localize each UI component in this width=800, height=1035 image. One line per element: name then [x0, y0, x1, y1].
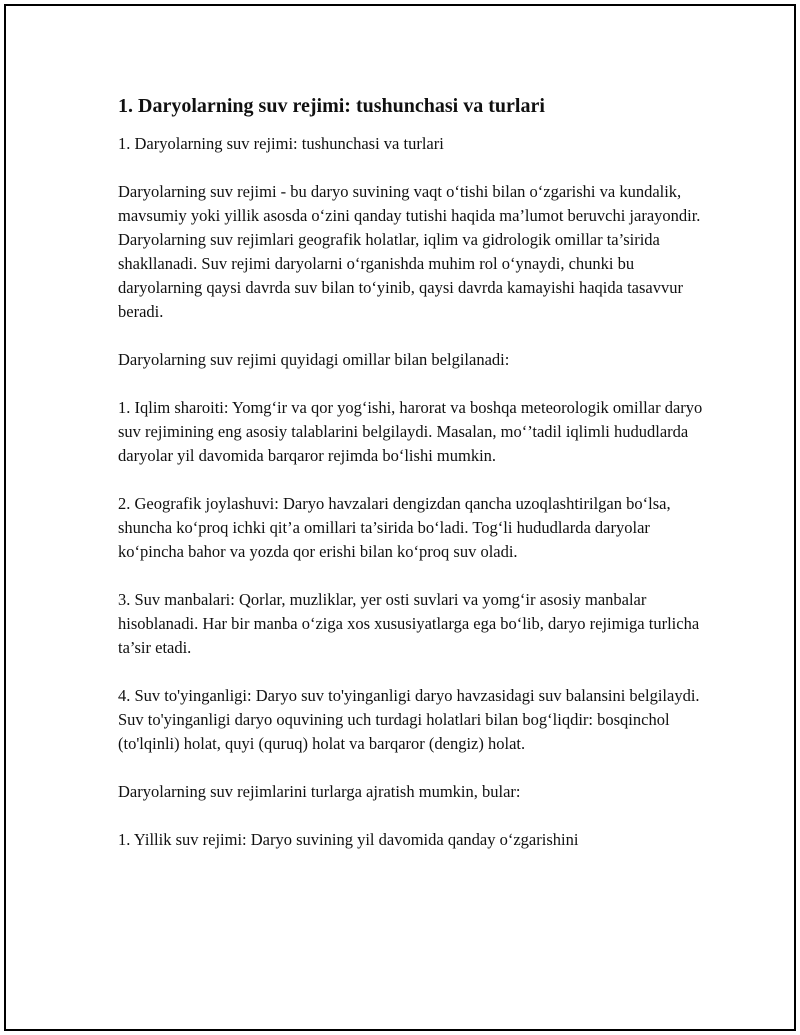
paragraph-geography: 2. Geografik joylashuvi: Daryo havzalari dengizdan qancha uzoqlashtirilgan bo‘lsa, shuncha ko‘proq ichki qit’a omillari ta’sirida bo‘ladi. Tog‘li hududlarda daryolar ko‘pincha bahor va yozda qor erishi bilan ko‘proq suv oladi. — [118, 494, 671, 561]
paragraph-water-sources: 3. Suv manbalari: Qorlar, muzliklar, yer osti suvlari va yomg‘ir asosiy manbalar hisoblanadi. Har bir manba o‘ziga xos xususiyatlarga ega bo‘lib, daryo rejimiga turlicha ta’sir etadi. — [118, 590, 700, 657]
paragraph-annual-regime: 1. Yillik suv rejimi: Daryo suvining yil davomida qanday o‘zgarishini — [118, 830, 579, 849]
paragraph-types-heading: Daryolarning suv rejimlarini turlarga ajratish mumkin, bular: — [118, 782, 521, 801]
paragraph-saturation: 4. Suv to'yinganligi: Daryo suv to'yinganligi daryo havzasidagi suv balansini belgilaydi. Suv to'yinganligi daryo oquvining uch turdagi holatlari bilan bog‘liqdir: bosqinchol (to'lqinli) holat, quyi (quruq) holat va barqaror (dengiz) holat. — [118, 686, 700, 753]
paragraph-factors-heading: Daryolarning suv rejimi quyidagi omillar bilan belgilanadi: — [118, 350, 510, 369]
document-title: 1. Daryolarning suv rejimi: tushunchasi va turlari — [118, 95, 545, 117]
paragraph-intro: Daryolarning suv rejimi - bu daryo suvining vaqt o‘tishi bilan o‘zgarishi va kundalik, mavsumiy yoki yillik asosda o‘zini qanday tutishi haqida ma’lumot beruvchi jarayondir. Daryolarning suv rejimlari geografik holatlar, iqlim va gidrologik omillar ta’sirida shakllanadi. Suv rejimi daryolarni o‘rganishda muhim rol o‘ynaydi, chunki bu daryolarning qaysi davrda suv bilan to‘yinib, qaysi davrda kamayishi haqida tasavvur beradi. — [118, 182, 701, 321]
document-body — [118, 92, 708, 852]
paragraph-climate: 1. Iqlim sharoiti: Yomg‘ir va qor yog‘ishi, harorat va boshqa meteorologik omillar daryo suv rejimining eng asosiy talablarini belgilaydi. Masalan, mo‘’tadil iqlimli hududlarda daryolar yil davomida barqaror rejimda bo‘lishi mumkin. — [118, 398, 703, 465]
document-subtitle: 1. Daryolarning suv rejimi: tushunchasi va turlari — [118, 134, 444, 153]
